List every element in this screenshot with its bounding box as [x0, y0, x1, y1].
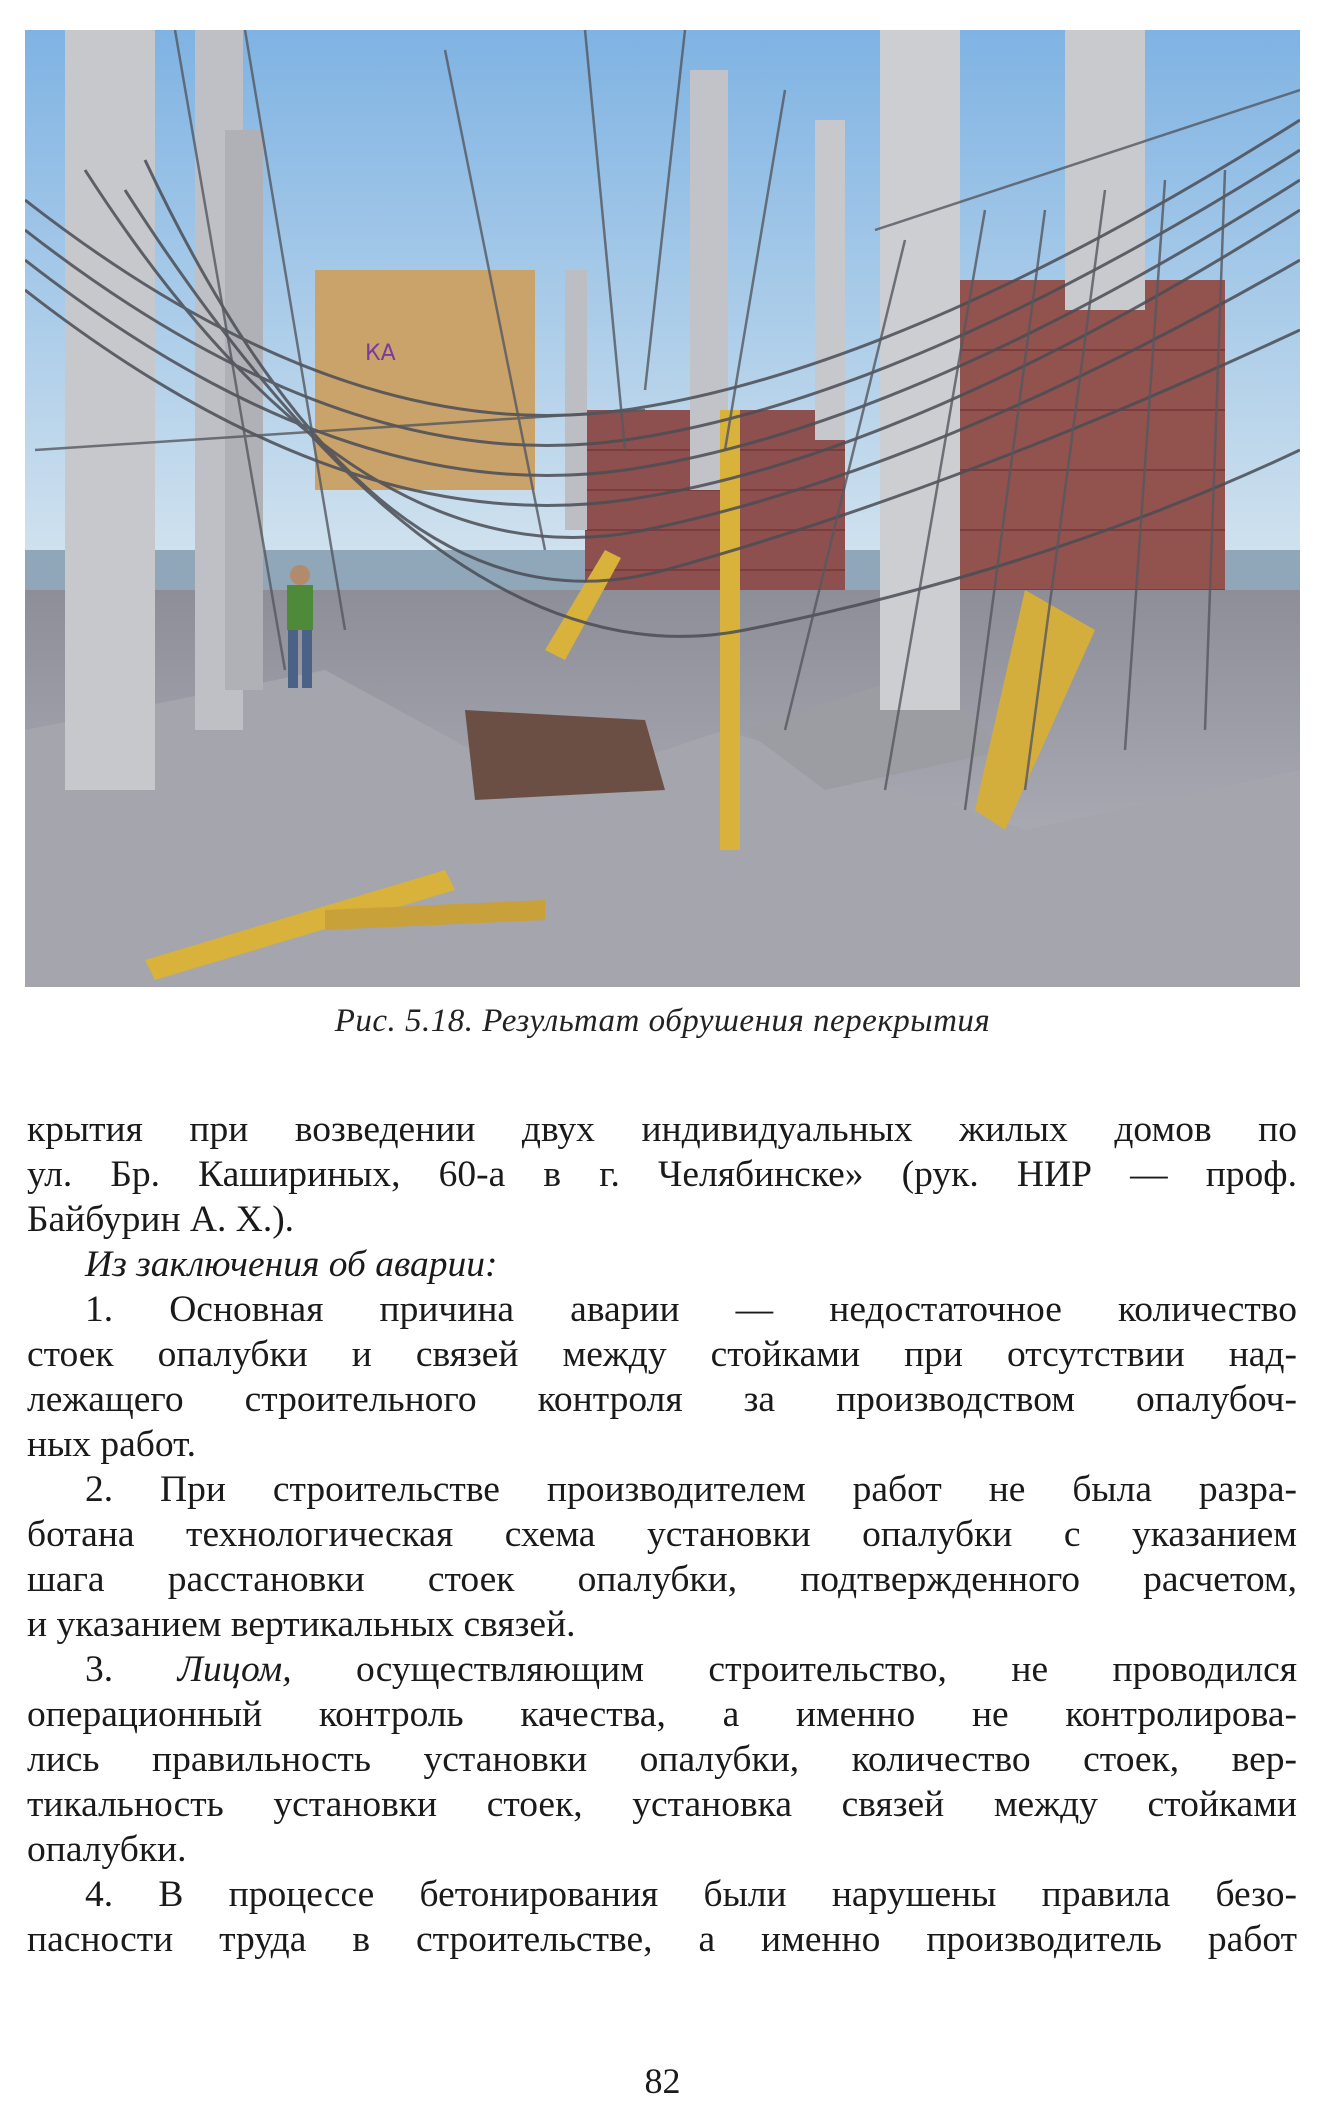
text-line: ул. Бр. Кашириных, 60-а в г. Челябинске» (рук. НИР — проф. — [27, 1154, 1297, 1195]
text-line: стоек опалубки и связей между стойками при отсутствии над- — [27, 1334, 1297, 1375]
text-line: лежащего строительного контроля за производством опалубоч- — [27, 1379, 1297, 1420]
text-line: и указанием вертикальных связей. — [27, 1604, 576, 1645]
text-line: ботана технологическая схема установки опалубки с указанием — [27, 1514, 1297, 1555]
figure-caption: Рис. 5.18. Результат обрушения перекрытия — [334, 1003, 991, 1039]
text-fragment: 3. — [85, 1649, 178, 1690]
text-line: 2. При строительстве производителем работ не была разра- — [85, 1469, 1297, 1510]
text-subheading: Из заключения об аварии: — [85, 1244, 498, 1285]
collapsed-floor-slab-photo-icon — [25, 30, 1300, 987]
page-number: 82 — [644, 2061, 681, 2101]
text-line: тикальность установки стоек, установка связей между стойками — [27, 1784, 1297, 1825]
text-line: шага расстановки стоек опалубки, подтвержденного расчетом, — [27, 1559, 1297, 1600]
text-line-mixed — [27, 1647, 1297, 1692]
text-fragment-italic: Лицом, — [177, 1649, 292, 1690]
text-fragment: осуществляющим строительство, не проводился — [291, 1649, 1298, 1690]
text-line: операционный контроль качества, а именно не контролирова- — [27, 1694, 1297, 1735]
text-line: Байбурин А. Х.). — [27, 1199, 295, 1240]
text-line: пасности труда в строительстве, а именно производитель работ — [27, 1919, 1297, 1960]
body-text — [27, 1107, 1297, 1962]
text-line: ных работ. — [27, 1424, 197, 1465]
text-line: опалубки. — [27, 1829, 187, 1870]
collapse-photo — [25, 30, 1300, 987]
svg-text:КА: КА — [365, 341, 396, 366]
text-line: лись правильность установки опалубки, количество стоек, вер- — [27, 1739, 1297, 1780]
text-line: 4. В процессе бетонирования были нарушены правила безо- — [85, 1874, 1297, 1915]
text-line: 1. Основная причина аварии — недостаточное количество — [85, 1289, 1297, 1330]
text-line: крытия при возведении двух индивидуальных жилых домов по — [27, 1109, 1297, 1150]
